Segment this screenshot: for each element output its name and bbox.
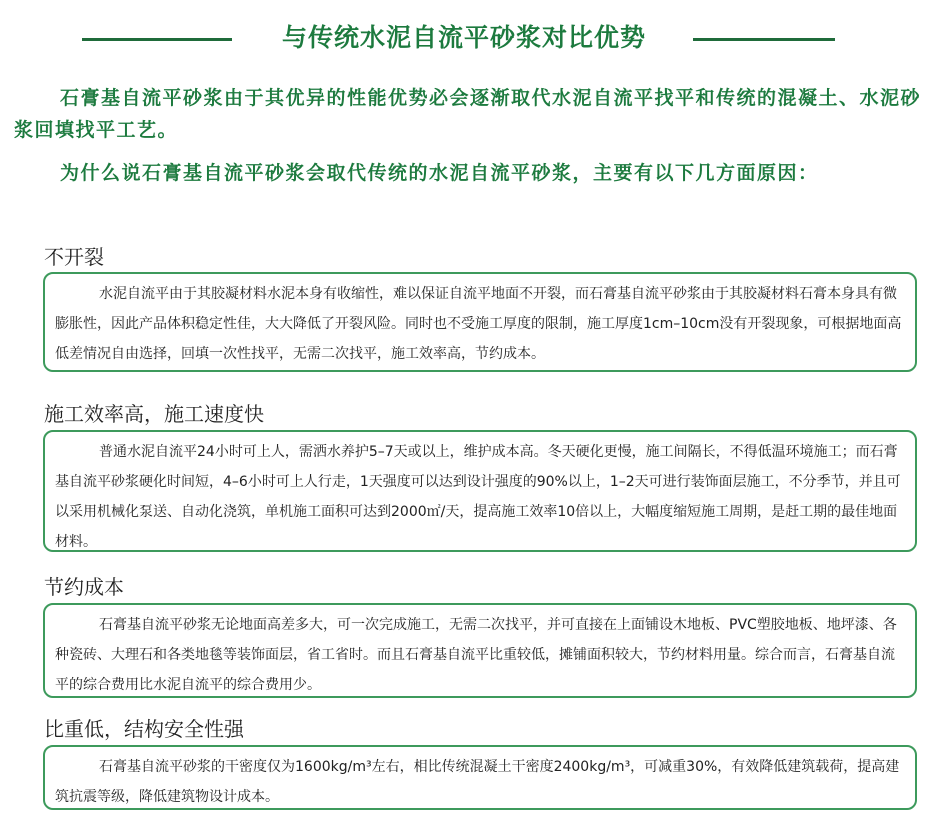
section-box-low-density (43, 745, 917, 810)
section-text-no-crack: 水泥自流平由于其胶凝材料水泥本身有收缩性，难以保证自流平地面不开裂，而石膏基自流平砂浆由于其胶凝材料石膏本身具有微膨胀性，因此产品体积稳定性佳，大大降低了开裂风险。同时也不受施工厚度的限制，施工厚度1cm–10cm没有开裂现象，可根据地面高低差情况自由选择，回填一次性找平，无需二次找平，施工效率高，节约成本。 (55, 286, 902, 362)
section-title-no-crack: 不开裂 (44, 245, 104, 269)
page-title: 与传统水泥自流平砂浆对比优势 (281, 23, 646, 52)
section-text-low-density: 石膏基自流平砂浆的干密度仅为1600kg/m³左右，相比传统混凝土干密度2400kg/m³，可减重30%，有效降低建筑载荷，提高建筑抗震等级，降低建筑物设计成本。 (55, 759, 900, 805)
reason-line: 为什么说石膏基自流平砂浆会取代传统的水泥自流平砂浆，主要有以下几方面原因： (60, 162, 819, 184)
section-title-cost: 节约成本 (44, 575, 124, 599)
section-box-cost (43, 603, 917, 698)
title-rule-right (693, 38, 835, 41)
section-title-low-density: 比重低，结构安全性强 (44, 717, 244, 741)
intro-paragraph: 石膏基自流平砂浆由于其优异的性能优势必会逐渐取代水泥自流平找平和传统的混凝土、水泥砂浆回填找平工艺。 (14, 87, 922, 141)
section-box-efficiency (43, 430, 917, 552)
section-text-cost: 石膏基自流平砂浆无论地面高差多大，可一次完成施工，无需二次找平，并可直接在上面铺设木地板、PVC塑胶地板、地坪漆、各种瓷砖、大理石和各类地毯等装饰面层，省工省时。而且石膏基自流平比重较低，摊铺面积较大，节约材料用量。综合而言，石膏基自流平的综合费用比水泥自流平的综合费用少。 (55, 617, 897, 693)
section-box-no-crack (43, 272, 917, 372)
section-title-efficiency: 施工效率高，施工速度快 (44, 402, 264, 426)
section-text-efficiency: 普通水泥自流平24小时可上人，需洒水养护5–7天或以上，维护成本高。冬天硬化更慢，施工间隔长，不得低温环境施工；而石膏基自流平砂浆硬化时间短，4–6小时可上人行走，1天强度可以达到设计强度的90%以上，1–2天可进行装饰面层施工，不分季节，并且可以采用机械化泵送、自动化浇筑，单机施工面积可达到2000㎡/天，提高施工效率10倍以上，大幅度缩短施工周期，是赶工期的最佳地面材料。 (55, 444, 901, 550)
title-bar (0, 16, 952, 60)
title-rule-left (82, 38, 232, 41)
